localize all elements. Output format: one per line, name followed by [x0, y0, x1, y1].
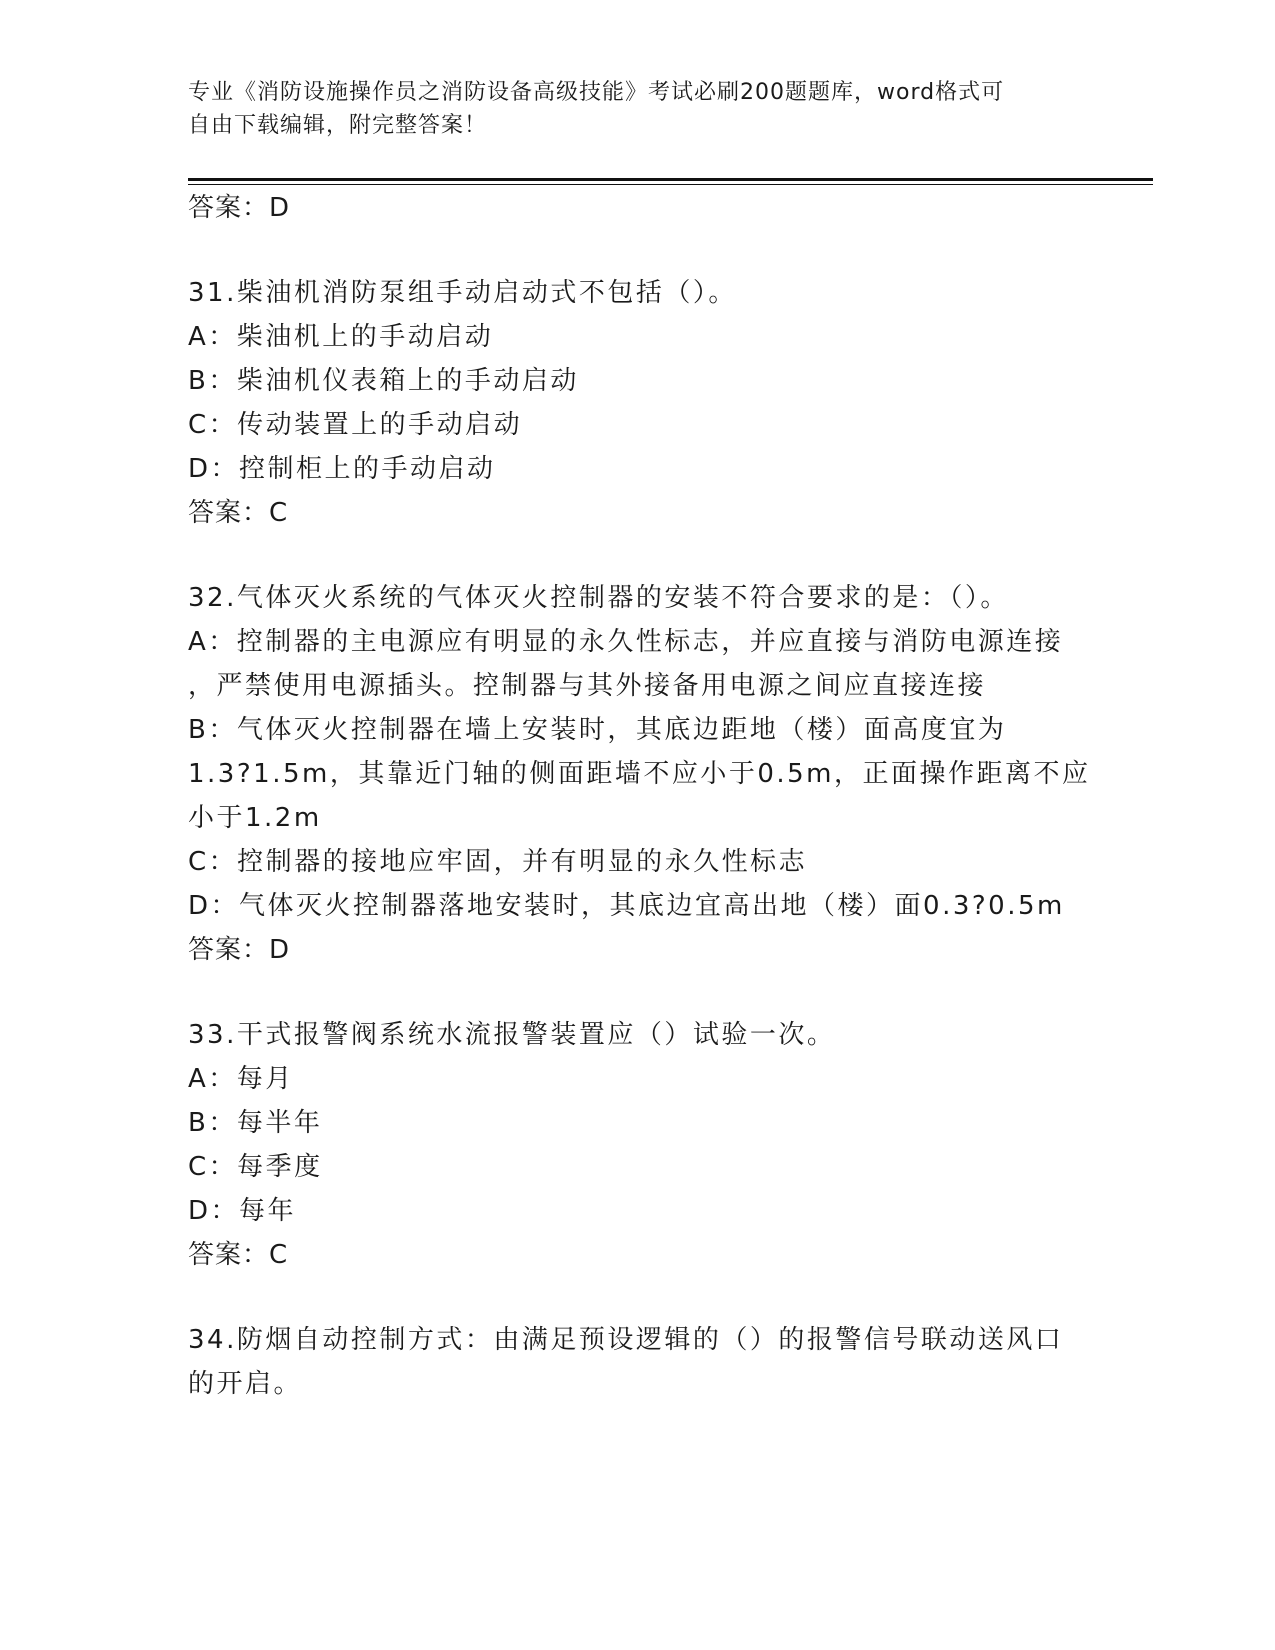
question-33-option-b: B：每半年: [188, 1108, 323, 1138]
question-32-option-b-line2: 1.3?1.5m，其靠近门轴的侧面距墙不应小于0.5m，正面操作距离不应: [188, 759, 1091, 789]
question-33-answer: 答案：C: [188, 1240, 289, 1270]
question-32-option-d: D：气体灭火控制器落地安装时，其底边宜高出地（楼）面0.3?0.5m: [188, 891, 1065, 921]
question-32-option-b-line3: 小于1.2m: [188, 803, 322, 833]
question-32-option-c: C：控制器的接地应牢固，并有明显的永久性标志: [188, 847, 808, 877]
question-31-option-c: C：传动装置上的手动启动: [188, 410, 523, 440]
question-34-title-line1: 34.防烟自动控制方式：由满足预设逻辑的（）的报警信号联动送风口: [188, 1325, 1064, 1355]
question-32-title: 32.气体灭火系统的气体灭火控制器的安装不符合要求的是：（）。: [188, 583, 1009, 613]
question-31-option-d: D：控制柜上的手动启动: [188, 454, 496, 484]
question-33-option-a: A：每月: [188, 1064, 294, 1094]
question-32-option-a-line2: ，严禁使用电源插头。控制器与其外接备用电源之间应直接连接: [188, 671, 987, 701]
question-31-option-a: A：柴油机上的手动启动: [188, 322, 494, 352]
question-31-title: 31.柴油机消防泵组手动启动式不包括（）。: [188, 278, 737, 308]
question-33-title: 33.干式报警阀系统水流报警装置应（）试验一次。: [188, 1020, 836, 1050]
header-line-1: 专业《消防设施操作员之消防设备高级技能》考试必刷200题题库，word格式可: [188, 80, 1005, 105]
question-34-title-line2: 的开启。: [188, 1369, 303, 1399]
question-33-option-d: D：每年: [188, 1196, 297, 1226]
question-31-answer: 答案：C: [188, 498, 289, 528]
question-32-answer: 答案：D: [188, 935, 291, 965]
header-line-2: 自由下载编辑，附完整答案！: [188, 113, 488, 138]
header-divider-thin: [188, 184, 1153, 185]
question-31-option-b: B：柴油机仪表箱上的手动启动: [188, 366, 579, 396]
answer-prev: 答案：D: [188, 193, 291, 223]
question-32-option-b-line1: B：气体灭火控制器在墙上安装时，其底边距地（楼）面高度宜为: [188, 715, 1007, 745]
page-header: [188, 76, 1088, 142]
question-33-option-c: C：每季度: [188, 1152, 323, 1182]
question-32-option-a-line1: A：控制器的主电源应有明显的永久性标志，并应直接与消防电源连接: [188, 627, 1064, 657]
header-divider-thick: [188, 178, 1153, 181]
